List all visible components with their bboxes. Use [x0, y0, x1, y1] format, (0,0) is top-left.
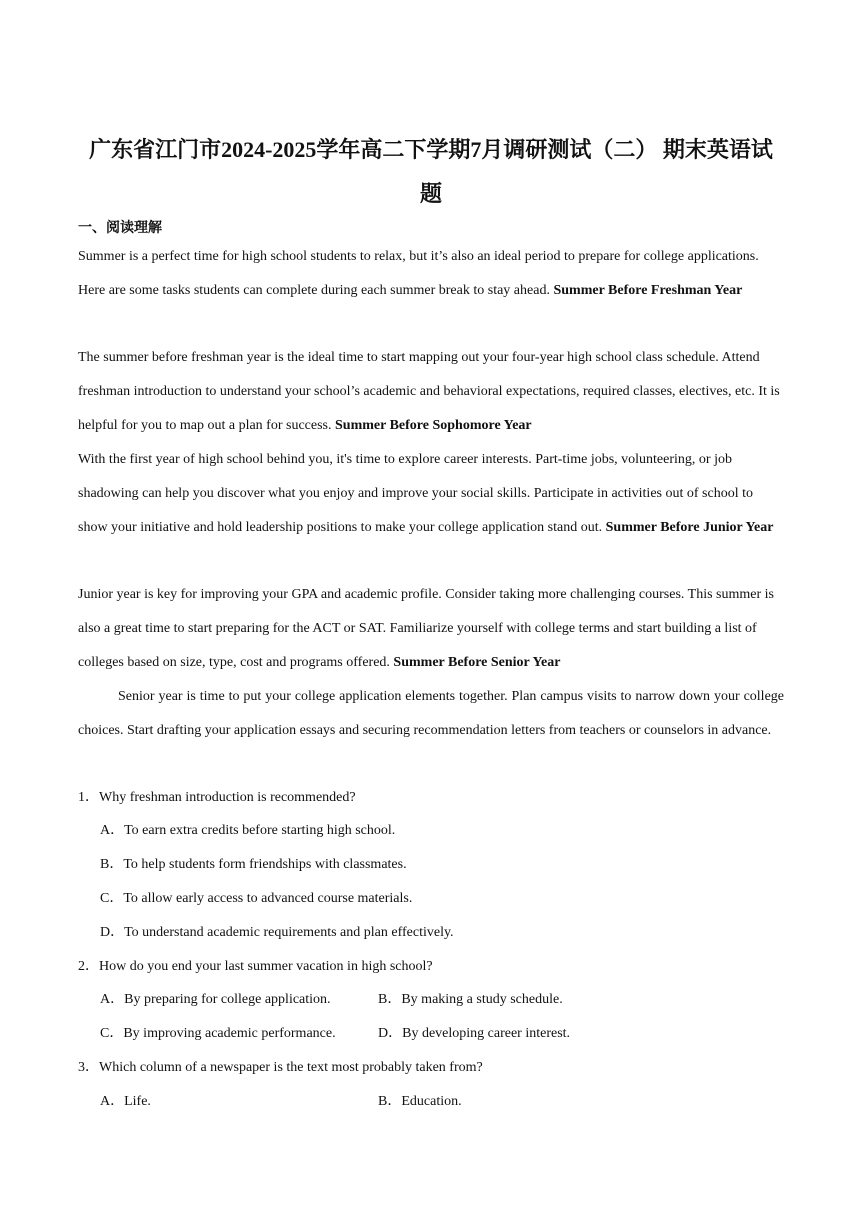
question-1-option-a: A．To earn extra credits before starting high school. — [100, 823, 396, 838]
section-heading: 一、阅读理解 — [78, 220, 162, 236]
question-1-option-c: C．To allow early access to advanced course materials. — [100, 891, 413, 906]
paragraph-text: The summer before freshman year is the ideal time to start mapping out your four-year high school class schedule. Attend freshman introduction to understand your school’s academic and behavioral expectations, required classes, electives, etc. It is helpful for you to map out a plan for success. — [78, 350, 780, 433]
question-3-option-a: A．Life. — [100, 1094, 151, 1109]
question-1-option-d: D．To understand academic requirements and plan effectively. — [100, 925, 454, 940]
question-2-option-c: C．By improving academic performance. — [100, 1026, 336, 1041]
paragraph-text: Summer is a perfect time for high school students to relax, but it’s also an ideal period to prepare for college applications. Here are some tasks students can complete during each summer break to stay ahead. — [78, 249, 759, 298]
question-2-option-a: A．By preparing for college application. — [100, 992, 331, 1007]
passage-paragraph-3 — [78, 443, 784, 544]
passage-paragraph-4 — [78, 578, 784, 679]
question-1-stem: 1．Why freshman introduction is recommended? — [78, 790, 356, 805]
subheading-junior: Summer Before Junior Year — [605, 519, 774, 535]
subheading-freshman: Summer Before Freshman Year — [553, 282, 743, 298]
question-2-option-d: D．By developing career interest. — [378, 1026, 571, 1041]
paragraph-text: With the first year of high school behind you, it's time to explore career interests. Part-time jobs, volunteering, or job shadowing can help you discover what you enjoy and improve your social skills. Participate in activities out of school to show your initiative and hold leadership positions to make your college application stand out. — [78, 452, 753, 535]
passage-paragraph-1 — [78, 240, 784, 308]
subheading-sophomore: Summer Before Sophomore Year — [335, 417, 532, 433]
document-title-line-1: 广东省江门市2024-2025学年高二下学期7月调研测试（二） 期末英语试 — [89, 137, 773, 162]
question-3-option-b: B．Education. — [378, 1094, 462, 1109]
question-3-stem: 3．Which column of a newspaper is the text most probably taken from? — [78, 1060, 483, 1075]
question-1-option-b: B．To help students form friendships with classmates. — [100, 857, 407, 872]
paragraph-text: Junior year is key for improving your GPA and academic profile. Consider taking more challenging courses. This summer is also a great time to start preparing for the ACT or SAT. Familiarize yourself with college terms and start building a list of colleges based on size, type, cost and programs offered. — [78, 587, 774, 670]
subheading-senior: Summer Before Senior Year — [393, 654, 561, 670]
passage-paragraph-2 — [78, 341, 784, 442]
question-2-option-b: B．By making a study schedule. — [378, 992, 563, 1007]
document-title-line-2: 题 — [419, 181, 442, 206]
question-2-stem: 2．How do you end your last summer vacation in high school? — [78, 959, 433, 974]
passage-paragraph-5: Senior year is time to put your college application elements together. Plan campus visits to narrow down your college choices. Start drafting your application essays and securing recommendation letters from teachers or counselors in advance. — [78, 689, 784, 738]
